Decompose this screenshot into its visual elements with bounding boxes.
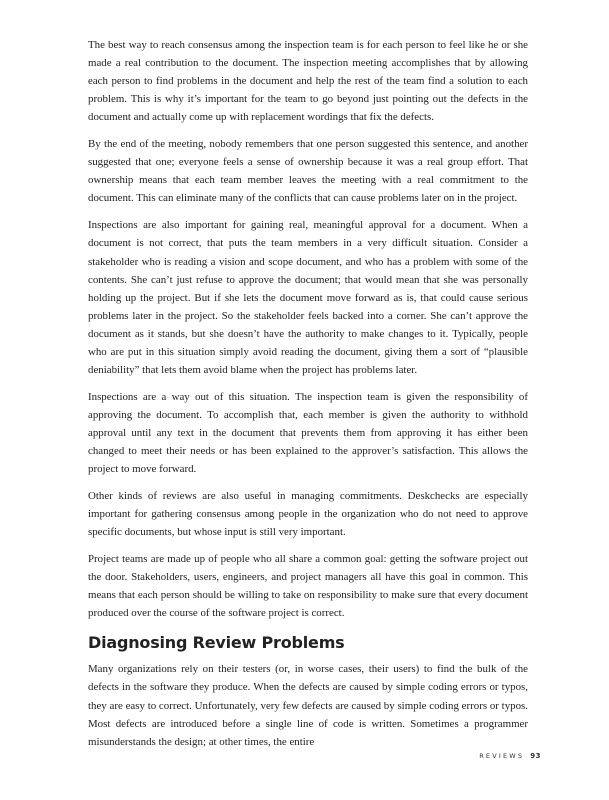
paragraph-deskchecks: Other kinds of reviews are also useful in managing commitments. Deskchecks are especially important for gathering consensus among people in the organization who do not need to approve specific documents, but whose input is still very important. [88, 490, 528, 539]
page-footer [479, 752, 541, 760]
running-head: REVIEWS [479, 752, 525, 760]
paragraph-project-teams: Project teams are made up of people who all share a common goal: getting the software project out the door. Stakeholders, users, engineers, and project managers all have this goal in common. This means that each person should be willing to take on responsibility to make sure that every document produced over the course of the software project is correct. [88, 553, 528, 620]
paragraph-testers: Many organizations rely on their testers (or, in worse cases, their users) to find the bulk of the defects in the software they produce. When the defects are caused by simple coding errors or typos, they are easy to correct. Unfortunately, very few defects are caused by simple coding errors or typos. Most defects are introduced before a single line of code is written. Sometimes a programmer misunderstands the design; at other times, the entire [88, 663, 528, 748]
page-body [88, 36, 528, 760]
paragraph-ownership: By the end of the meeting, nobody remembers that one person suggested this sentence, and another suggested that one; everyone feels a sense of ownership because it was a real group effort. That ownership means that each team member leaves the meeting with a real commitment to the document. This can eliminate many of the conflicts that can cause problems later on in the project. [88, 138, 528, 205]
paragraph-approval: Inspections are also important for gaining real, meaningful approval for a document. When a document is not correct, that puts the team members in a very difficult situation. Consider a stakeholder who is reading a vision and scope document, and who has a problem with some of the contents. She can’t just refuse to approve the document; that would mean that she was personally holding up the project. But if she lets the document move forward as is, that could cause serious problems later in the project. So the stakeholder feels backed into a corner. She can’t approve the document as it stands, but she doesn’t have the authority to make changes to it. Typically, people who are put in this situation simply avoid reading the document, giving them a sort of “plausible deniability” that lets them avoid blame when the project has problems later. [88, 219, 528, 376]
paragraph-consensus: The best way to reach consensus among the inspection team is for each person to feel like he or she made a real contribution to the document. The inspection meeting accomplishes that by allowing each person to find problems in the document and help the rest of the team find a solution to each problem. This is why it’s important for the team to go beyond just pointing out the defects in the document and actually come up with replacement wordings that fix the defects. [88, 39, 528, 124]
section-heading: Diagnosing Review Problems [88, 633, 345, 653]
paragraph-way-out: Inspections are a way out of this situation. The inspection team is given the responsibility of approving the document. To accomplish that, each member is given the authority to withhold approval until any text in the document that prevents them from approving it has either been changed to meet their needs or has been explained to the approver’s satisfaction. This allows the project to move forward. [88, 390, 528, 476]
page-number: 93 [530, 752, 541, 760]
